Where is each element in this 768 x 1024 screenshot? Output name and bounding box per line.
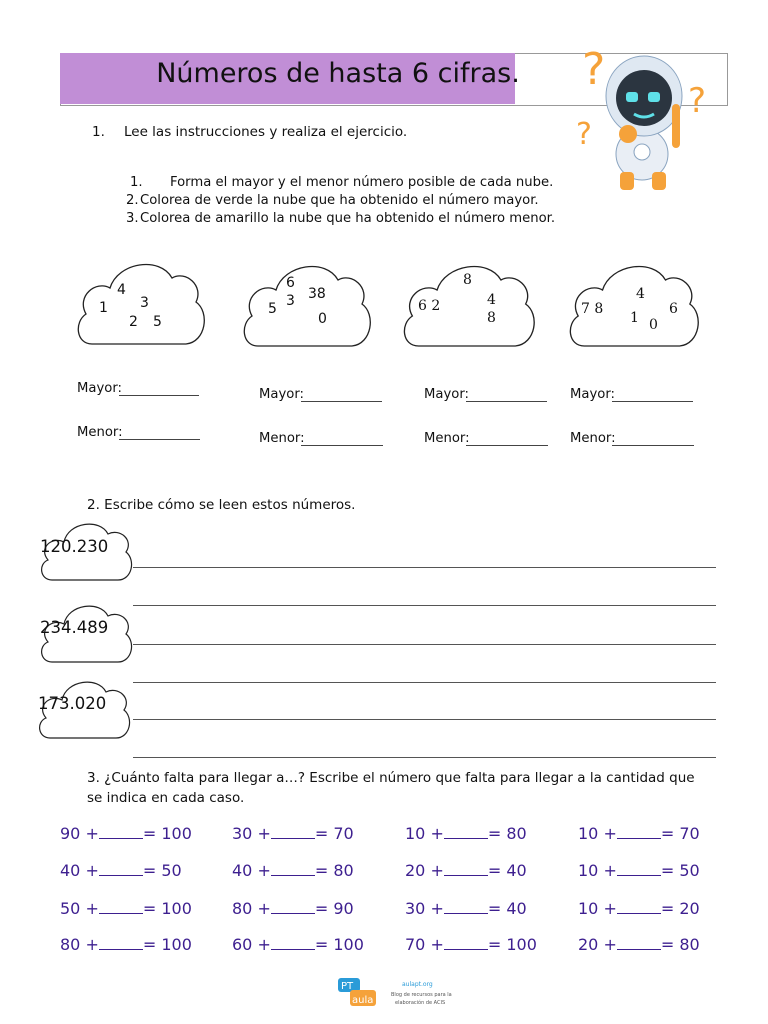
section1-number: 1. [92, 124, 105, 140]
logo-text-bottom: aula [352, 995, 374, 1006]
addend: 60 [232, 935, 253, 954]
number-to-read: 173.020 [38, 694, 107, 713]
result: 50 [679, 861, 700, 880]
cloud-digit: 7 8 [581, 301, 604, 317]
cloud-digit: 4 [487, 292, 496, 308]
result: 100 [506, 935, 537, 954]
equals-sign: = [660, 824, 680, 843]
aulapt-logo [336, 976, 382, 1010]
footer-caption-2: elaboración de ACIS [395, 1000, 446, 1006]
equation [405, 824, 527, 843]
mayor-label: Mayor: [424, 387, 469, 402]
plus-sign: + [80, 935, 99, 954]
answer-blank[interactable] [99, 935, 143, 950]
addend: 10 [405, 824, 426, 843]
footer-site: aulapt.org [402, 981, 433, 988]
svg-text:?: ? [576, 117, 592, 152]
answer-blank[interactable] [271, 861, 315, 876]
plus-sign: + [252, 935, 271, 954]
mayor-label: Mayor: [570, 387, 615, 402]
writing-line[interactable] [133, 644, 716, 645]
result: 70 [333, 824, 354, 843]
addend: 80 [60, 935, 81, 954]
addend: 80 [232, 899, 253, 918]
answer-blank[interactable] [617, 899, 661, 914]
plus-sign: + [425, 824, 444, 843]
equation [578, 899, 700, 918]
equals-sign: = [142, 861, 162, 880]
equals-sign: = [487, 899, 507, 918]
result: 80 [679, 935, 700, 954]
equals-sign: = [314, 899, 334, 918]
answer-blank[interactable] [444, 935, 488, 950]
menor-answer-line[interactable] [301, 445, 383, 446]
answer-blank[interactable] [99, 899, 143, 914]
equation [232, 861, 354, 880]
equals-sign: = [660, 861, 680, 880]
number-to-read: 234.489 [40, 618, 109, 637]
cloud-digit: 6 [669, 301, 678, 317]
equation [405, 899, 527, 918]
equation [60, 899, 192, 918]
addend: 70 [405, 935, 426, 954]
menor-answer-line[interactable] [612, 445, 694, 446]
writing-line[interactable] [133, 757, 716, 758]
equation [578, 824, 700, 843]
section2-heading: 2. Escribe cómo se leen estos números. [87, 497, 356, 513]
plus-sign: + [252, 824, 271, 843]
plus-sign: + [425, 935, 444, 954]
equals-sign: = [314, 935, 334, 954]
equals-sign: = [487, 935, 507, 954]
equation [60, 935, 192, 954]
equals-sign: = [487, 861, 507, 880]
writing-line[interactable] [133, 567, 716, 568]
writing-line[interactable] [133, 605, 716, 606]
cloud-digit: 5 [268, 301, 277, 317]
answer-blank[interactable] [99, 824, 143, 839]
result: 100 [333, 935, 364, 954]
cloud-digit: 0 [649, 317, 658, 333]
menor-label: Menor: [77, 425, 123, 440]
equals-sign: = [660, 899, 680, 918]
menor-answer-line[interactable] [119, 439, 200, 440]
svg-text:?: ? [688, 81, 707, 121]
section3-heading: 3. ¿Cuánto falta para llegar a…? Escribe el número que falta para llegar a la cantidad que [87, 770, 695, 786]
mayor-label: Mayor: [259, 387, 304, 402]
mayor-answer-line[interactable] [466, 401, 547, 402]
cloud-digit: 8 [463, 272, 472, 288]
page-title: Números de hasta 6 cifras. [156, 58, 520, 89]
result: 90 [333, 899, 354, 918]
equation [232, 935, 364, 954]
answer-blank[interactable] [99, 861, 143, 876]
addend: 40 [232, 861, 253, 880]
result: 100 [161, 824, 192, 843]
equation [405, 861, 527, 880]
addend: 20 [405, 861, 426, 880]
cloud-digit: 0 [318, 311, 327, 327]
cloud-digit: 4 [117, 282, 126, 298]
equals-sign: = [142, 824, 162, 843]
section3-heading-cont: se indica en cada caso. [87, 790, 245, 806]
cloud-digit: 38 [308, 286, 326, 302]
cloud-3-digits [400, 258, 538, 352]
addend: 50 [60, 899, 81, 918]
equals-sign: = [142, 935, 162, 954]
equation [60, 824, 192, 843]
cloud-digit: 6 2 [418, 298, 441, 314]
equals-sign: = [314, 861, 334, 880]
plus-sign: + [252, 899, 271, 918]
answer-blank[interactable] [271, 824, 315, 839]
plus-sign: + [425, 861, 444, 880]
cloud-digit: 1 [99, 300, 108, 316]
cloud-4-digits [566, 258, 702, 352]
logo-text-top: PT [341, 981, 354, 992]
instruction-3: Colorea de amarillo la nube que ha obtenido el número menor. [140, 211, 556, 226]
answer-blank[interactable] [444, 861, 488, 876]
instruction-3-number: 3. [126, 211, 139, 226]
equation [405, 935, 537, 954]
equals-sign: = [314, 824, 334, 843]
cloud-digit: 2 [129, 314, 138, 330]
svg-text:?: ? [582, 44, 606, 95]
answer-blank[interactable] [617, 861, 661, 876]
cloud-digit: 4 [636, 286, 645, 302]
equation [60, 861, 182, 880]
addend: 10 [578, 824, 599, 843]
plus-sign: + [252, 861, 271, 880]
plus-sign: + [80, 824, 99, 843]
answer-blank[interactable] [444, 824, 488, 839]
addend: 30 [405, 899, 426, 918]
addend: 40 [60, 861, 81, 880]
result: 40 [506, 899, 527, 918]
result: 50 [161, 861, 182, 880]
equals-sign: = [487, 824, 507, 843]
answer-blank[interactable] [444, 899, 488, 914]
addend: 30 [232, 824, 253, 843]
plus-sign: + [80, 861, 99, 880]
menor-label: Menor: [424, 431, 470, 446]
answer-blank[interactable] [271, 899, 315, 914]
result: 80 [506, 824, 527, 843]
menor-answer-line[interactable] [466, 445, 548, 446]
number-to-read: 120.230 [40, 537, 109, 556]
equation [232, 824, 354, 843]
mayor-label: Mayor: [77, 381, 122, 396]
result: 40 [506, 861, 527, 880]
result: 100 [161, 935, 192, 954]
result: 70 [679, 824, 700, 843]
cloud-digit: 6 [286, 275, 295, 291]
mayor-answer-line[interactable] [119, 395, 199, 396]
section1-heading: Lee las instrucciones y realiza el ejercicio. [124, 124, 408, 140]
instruction-2: Colorea de verde la nube que ha obtenido el número mayor. [140, 193, 539, 208]
writing-line[interactable] [133, 719, 716, 720]
plus-sign: + [80, 899, 99, 918]
plus-sign: + [425, 899, 444, 918]
cloud-digit: 5 [153, 314, 162, 330]
answer-blank[interactable] [617, 935, 661, 950]
cloud-digit: 3 [286, 293, 295, 309]
writing-line[interactable] [133, 682, 716, 683]
answer-blank[interactable] [617, 824, 661, 839]
footer-caption-1: Blog de recursos para la [391, 992, 452, 998]
addend: 90 [60, 824, 81, 843]
plus-sign: + [598, 935, 617, 954]
equation [578, 935, 700, 954]
menor-label: Menor: [570, 431, 616, 446]
instruction-2-number: 2. [126, 193, 139, 208]
addend: 20 [578, 935, 599, 954]
equals-sign: = [142, 899, 162, 918]
answer-blank[interactable] [271, 935, 315, 950]
addend: 10 [578, 899, 599, 918]
cloud-digit: 1 [630, 310, 639, 326]
cloud-2-digits [240, 258, 374, 352]
result: 20 [679, 899, 700, 918]
cloud-digit: 8 [487, 310, 496, 326]
instruction-1: Forma el mayor y el menor número posible de cada nube. [170, 175, 554, 190]
mayor-answer-line[interactable] [301, 401, 382, 402]
robot-mascot-image [576, 34, 716, 194]
plus-sign: + [598, 824, 617, 843]
cloud-digit: 3 [140, 295, 149, 311]
equation [578, 861, 700, 880]
mayor-answer-line[interactable] [612, 401, 693, 402]
menor-label: Menor: [259, 431, 305, 446]
equation [232, 899, 354, 918]
result: 80 [333, 861, 354, 880]
addend: 10 [578, 861, 599, 880]
plus-sign: + [598, 899, 617, 918]
result: 100 [161, 899, 192, 918]
instruction-1-number: 1. [130, 175, 143, 190]
equals-sign: = [660, 935, 680, 954]
cloud-1-digits [74, 256, 208, 352]
plus-sign: + [598, 861, 617, 880]
